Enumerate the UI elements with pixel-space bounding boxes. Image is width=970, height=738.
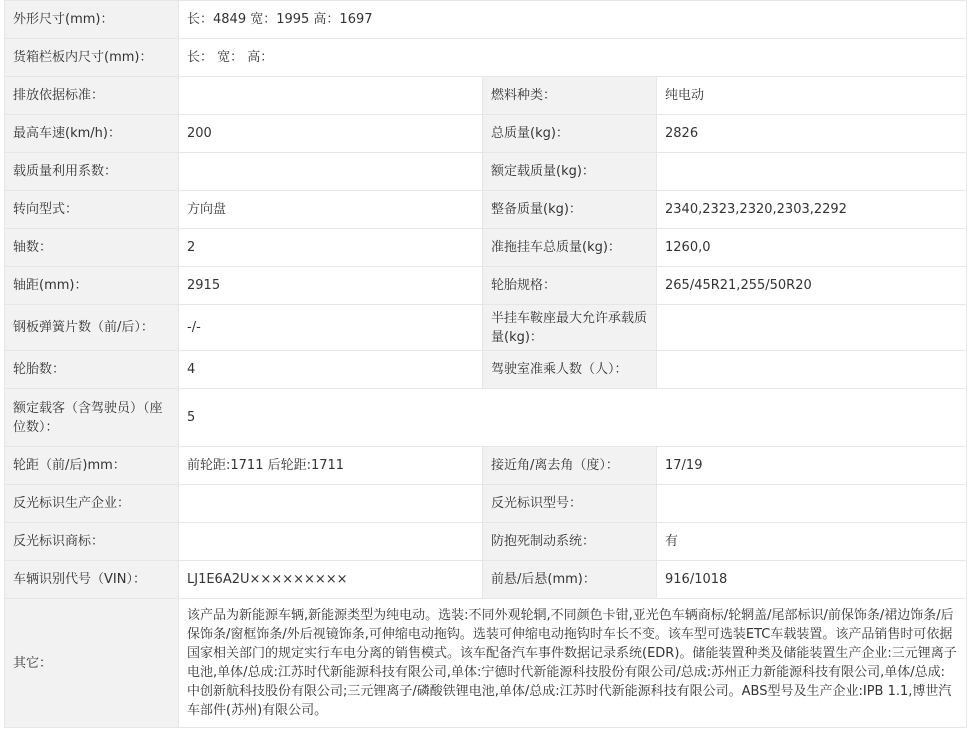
- field-label: 总质量(kg)：: [483, 115, 657, 153]
- field-value: [657, 153, 967, 191]
- vin-value: LJ1E6A2U×××××××××: [179, 561, 483, 599]
- field-value: 长： 宽： 高：: [179, 39, 967, 77]
- field-label: 外形尺寸(mm)：: [5, 1, 179, 39]
- field-label: 钢板弹簧片数（前/后）：: [5, 305, 179, 351]
- field-value: 2826: [657, 115, 967, 153]
- field-value: [179, 485, 483, 523]
- field-label: 轴距(mm)：: [5, 267, 179, 305]
- field-value: [179, 77, 483, 115]
- field-value: 有: [657, 523, 967, 561]
- table-row: [5, 39, 967, 77]
- field-label: 半挂车鞍座最大允许承载质量(kg)：: [483, 305, 657, 351]
- field-label: 载质量利用系数：: [5, 153, 179, 191]
- field-label: 轮距（前/后)mm：: [5, 447, 179, 485]
- field-label: 货箱栏板内尺寸(mm)：: [5, 39, 179, 77]
- field-value: 1260,0: [657, 229, 967, 267]
- field-value: 916/1018: [657, 561, 967, 599]
- field-label: 燃料种类：: [483, 77, 657, 115]
- table-row: [5, 599, 967, 728]
- field-label: 驾驶室准乘人数（人）：: [483, 351, 657, 389]
- field-label: 轮胎数：: [5, 351, 179, 389]
- table-row: [5, 485, 967, 523]
- vehicle-spec-table: [4, 0, 967, 728]
- field-value: 17/19: [657, 447, 967, 485]
- field-label: 前悬/后悬(mm)：: [483, 561, 657, 599]
- field-label: 最高车速(km/h)：: [5, 115, 179, 153]
- table-row: [5, 229, 967, 267]
- field-label: 接近角/离去角（度）：: [483, 447, 657, 485]
- field-value: [179, 153, 483, 191]
- field-label: 反光标识商标：: [5, 523, 179, 561]
- field-value: 前轮距:1711 后轮距:1711: [179, 447, 483, 485]
- field-label: 反光标识型号：: [483, 485, 657, 523]
- field-label: 其它：: [5, 599, 179, 728]
- field-label: 准拖挂车总质量(kg)：: [483, 229, 657, 267]
- field-label: 额定载客（含驾驶员）（座位数）：: [5, 389, 179, 447]
- table-row: [5, 153, 967, 191]
- field-value: 2915: [179, 267, 483, 305]
- table-row: [5, 115, 967, 153]
- field-value: 200: [179, 115, 483, 153]
- field-label: 车辆识别代号（VIN）：: [5, 561, 179, 599]
- table-row: [5, 191, 967, 229]
- table-row: [5, 389, 967, 447]
- field-value: 5: [179, 389, 967, 447]
- table-row: [5, 561, 967, 599]
- field-label: 排放依据标准：: [5, 77, 179, 115]
- other-notes: 该产品为新能源车辆,新能源类型为纯电动。选装:不同外观轮辋,不同颜色卡钳,亚光色车辆商标/轮辋盖/尾部标识/前保饰条/裙边饰条/后保饰条/窗框饰条/外后视镜饰条,可伸缩电动拖钩。选装可伸缩电动拖钩时车长不变。该车型可选装ETC车载装置。该产品销售时可依据国家相关部门的规定实行车电分离的销售模式。该车配备汽车事件数据记录系统(EDR)。储能装置种类及储能装置生产企业:三元锂离子电池,单体/总成:江苏时代新能源科技有限公司,单体:宁德时代新能源科技股份有限公司/总成:苏州正力新能源科技有限公司,单体/总成:中创新航科技股份有限公司;三元锂离子/磷酸铁锂电池,单体/总成:江苏时代新能源科技有限公司。ABS型号及生产企业:IPB 1.1,博世汽车部件(苏州)有限公司。: [179, 599, 967, 728]
- field-value: 2: [179, 229, 483, 267]
- field-label: 反光标识生产企业：: [5, 485, 179, 523]
- field-value: [179, 523, 483, 561]
- field-value: 4: [179, 351, 483, 389]
- table-row: [5, 305, 967, 351]
- field-label: 整备质量(kg)：: [483, 191, 657, 229]
- field-value: 长：4849 宽：1995 高：1697: [179, 1, 967, 39]
- table-row: [5, 267, 967, 305]
- field-label: 轮胎规格：: [483, 267, 657, 305]
- field-label: 转向型式：: [5, 191, 179, 229]
- table-row: [5, 523, 967, 561]
- table-row: [5, 351, 967, 389]
- table-row: [5, 1, 967, 39]
- field-label: 防抱死制动系统：: [483, 523, 657, 561]
- field-value: -/-: [179, 305, 483, 351]
- field-value: 方向盘: [179, 191, 483, 229]
- field-value: 纯电动: [657, 77, 967, 115]
- field-value: [657, 351, 967, 389]
- field-label: 轴数：: [5, 229, 179, 267]
- field-value: [657, 485, 967, 523]
- table-row: [5, 77, 967, 115]
- table-row: [5, 447, 967, 485]
- field-value: 2340,2323,2320,2303,2292: [657, 191, 967, 229]
- field-label: 额定载质量(kg)：: [483, 153, 657, 191]
- field-value: 265/45R21,255/50R20: [657, 267, 967, 305]
- field-value: [657, 305, 967, 351]
